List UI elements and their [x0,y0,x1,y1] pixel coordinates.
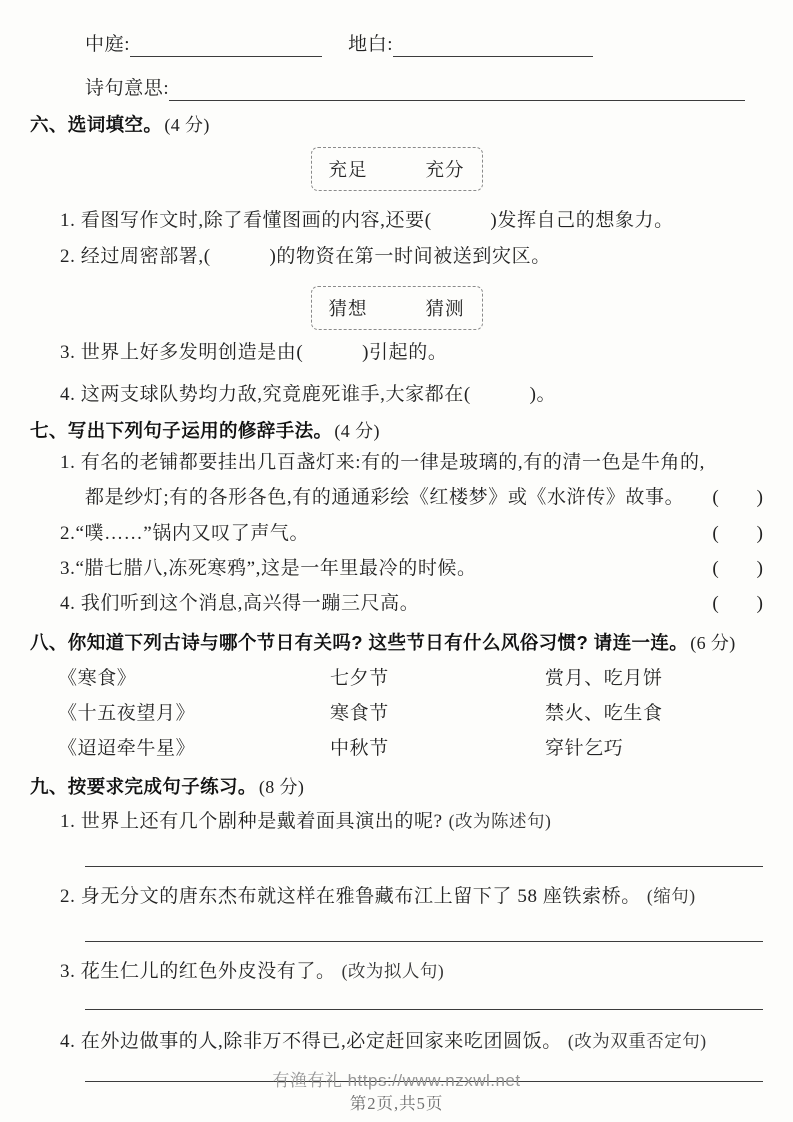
section9-item3 [60,959,444,984]
section7-item4 [60,592,763,616]
section7-item4-answer-parens: ( ) [712,593,763,614]
section9-item1-text: 1. 世界上还有几个剧种是戴着面具演出的呢? [60,811,443,832]
section6-title [30,113,210,137]
section9-item2 [60,884,696,909]
section7-item2-answer-parens: ( ) [712,523,763,544]
dibai-label: 地白: [348,34,394,55]
match-row-3 [58,737,623,761]
word-box-chongzu-chongfen [311,147,483,191]
festival-qixi: 七夕节 [330,668,389,689]
section7-item1-line2-text: 都是纱灯;有的各形各色,有的通通彩绘《红楼梦》或《水浒传》故事。 [85,487,685,508]
match-row-2 [58,702,663,726]
section7-item1-line1: 1. 有名的老铺都要挂出几百盏灯来:有的一律是玻璃的,有的清一色是牛角的, [60,452,705,473]
section6-title-text: 六、选词填空。 [30,114,163,135]
answer-line-3 [85,1009,763,1010]
poem-shiwuye: 《十五夜望月》 [58,703,196,724]
custom-moon-cake: 赏月、吃月饼 [545,668,663,689]
section7-item3-answer-parens: ( ) [712,558,763,579]
word-option-caixiang: 猜想 [328,300,368,320]
section8-title-text: 八、你知道下列古诗与哪个节日有关吗? 这些节日有什么风俗习惯? 请连一连。 [30,632,689,653]
answer-line-2 [85,941,763,942]
section7-title [30,419,380,443]
section9-item2-text: 2. 身无分文的唐东杰布就这样在雅鲁藏布江上留下了 58 座铁索桥。 [60,886,641,907]
section9-item2-instruction: (缩句) [646,886,696,906]
section9-item4-instruction: (改为双重否定句) [567,1031,707,1051]
section7-item2 [60,522,763,546]
section9-item1-instruction: (改为陈述句) [448,811,552,831]
section9-item4-text: 4. 在外边做事的人,除非万不得已,必定赶回家来吃团圆饭。 [60,1031,562,1052]
page-number: 第2页,共5页 [349,1094,444,1113]
section7-item1-answer-parens: ( ) [712,487,763,508]
festival-hanshi: 寒食节 [330,703,389,724]
poem-meaning-label: 诗句意思: [85,78,170,99]
custom-no-fire: 禁火、吃生食 [545,703,663,724]
section8-score: (6 分) [690,633,736,653]
match-row-1 [58,667,663,691]
section9-item4 [60,1029,707,1054]
dibai-blank [393,37,593,57]
fill-row-meaning [85,77,745,101]
section6-item4: 4. 这两支球队势均力敌,究竟鹿死谁手,大家都在( )。 [60,384,557,405]
zhongting-label: 中庭: [85,34,131,55]
section9-item1 [60,809,551,834]
section7-item3-text: 3.“腊七腊八,冻死寒鸦”,这是一年里最冷的时候。 [60,558,477,579]
section6-item3: 3. 世界上好多发明创造是由( )引起的。 [60,342,448,363]
section8-title [30,631,736,655]
festival-zhongqiu: 中秋节 [330,738,389,759]
section7-score: (4 分) [334,421,380,441]
section7-item1-line2 [85,486,763,510]
word-option-chongzu: 充足 [328,161,368,181]
word-option-caice: 猜测 [425,300,465,320]
section9-score: (8 分) [258,777,305,797]
word-option-chongfen: 充分 [425,161,465,181]
section9-item3-text: 3. 花生仁儿的红色外皮没有了。 [60,961,336,982]
section7-item3 [60,557,763,581]
section9-item3-instruction: (改为拟人句) [341,961,445,981]
section9-title-text: 九、按要求完成句子练习。 [30,776,257,797]
answer-line-1 [85,866,763,867]
section9-title [30,775,304,799]
zhongting-blank [130,37,322,57]
section6-item1: 1. 看图写作文时,除了看懂图画的内容,还要( )发挥自己的想象力。 [60,210,674,231]
poem-tiaotiao: 《迢迢牵牛星》 [58,738,196,759]
watermark-text: 有渔有礼 https://www.nzxwl.net [272,1071,521,1090]
section7-title-text: 七、写出下列句子运用的修辞手法。 [30,420,333,441]
section7-item4-text: 4. 我们听到这个消息,高兴得一蹦三尺高。 [60,593,420,614]
word-box-caixiang-caice [311,286,483,330]
fill-row-zhongting-dibai [85,33,645,57]
poem-hanshi: 《寒食》 [58,668,137,689]
section6-score: (4 分) [164,115,210,135]
custom-needle: 穿针乞巧 [545,738,624,759]
section7-item2-text: 2.“噗……”锅内又叹了声气。 [60,523,310,544]
poem-meaning-blank [169,81,745,101]
section6-item2: 2. 经过周密部署,( )的物资在第一时间被送到灾区。 [60,246,551,267]
